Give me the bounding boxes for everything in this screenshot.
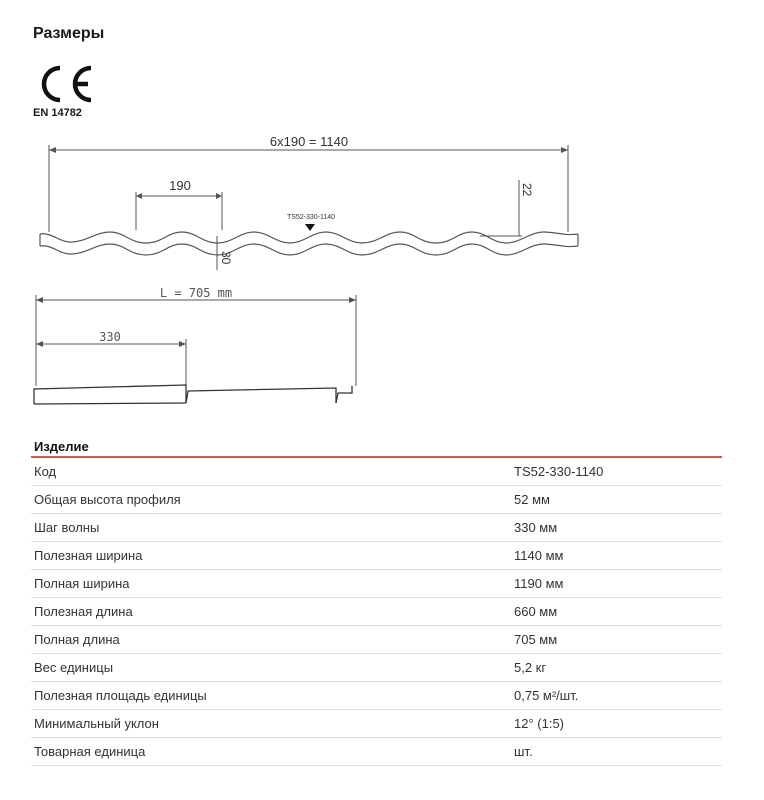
spec-value: TS52-330-1140 — [512, 458, 722, 486]
spec-label: Код — [31, 458, 512, 486]
length-label: L = 705 mm — [159, 286, 233, 300]
table-row — [31, 458, 722, 486]
spec-value: 705 мм — [512, 626, 722, 654]
table-row — [31, 682, 722, 710]
spec-value: 12° (1:5) — [512, 710, 722, 738]
spec-value: 0,75 м²/шт. — [512, 682, 722, 710]
spec-label: Полезная ширина — [31, 542, 512, 570]
spec-value: 5,2 кг — [512, 654, 722, 682]
product-specs — [31, 437, 722, 766]
spec-label: Полезная длина — [31, 598, 512, 626]
spec-value: 1140 мм — [512, 542, 722, 570]
spec-value: шт. — [512, 738, 722, 766]
total-width-label: 6x190 = 1140 — [269, 134, 349, 149]
spec-value: 52 мм — [512, 486, 722, 514]
spec-label: Общая высота профиля — [31, 486, 512, 514]
table-row — [31, 738, 722, 766]
spec-label: Минимальный уклон — [31, 710, 512, 738]
table-row — [31, 486, 722, 514]
specs-table — [31, 458, 722, 766]
step-height-label: 30 — [219, 251, 233, 265]
table-row — [31, 570, 722, 598]
spec-label: Вес единицы — [31, 654, 512, 682]
table-row — [31, 654, 722, 682]
spec-value: 1190 мм — [512, 570, 722, 598]
table-row — [31, 514, 722, 542]
table-row — [31, 626, 722, 654]
spec-value: 330 мм — [512, 514, 722, 542]
standard-label: EN 14782 — [33, 107, 82, 119]
spec-value: 660 мм — [512, 598, 722, 626]
spec-label: Полная ширина — [31, 570, 512, 598]
product-code-label: TS52-330-1140 — [286, 214, 336, 221]
step-pitch-label: 330 — [99, 330, 121, 344]
spec-label: Шаг волны — [31, 514, 512, 542]
wave-pitch-label: 190 — [169, 178, 191, 193]
spec-label: Товарная единица — [31, 738, 512, 766]
wave-height-label: 22 — [520, 183, 534, 197]
spec-label: Полная длина — [31, 626, 512, 654]
specs-title: Изделие — [31, 437, 722, 458]
table-row — [31, 598, 722, 626]
section-heading: Размеры — [33, 25, 105, 42]
spec-label: Полезная площадь единицы — [31, 682, 512, 710]
table-row — [31, 710, 722, 738]
table-row — [31, 542, 722, 570]
